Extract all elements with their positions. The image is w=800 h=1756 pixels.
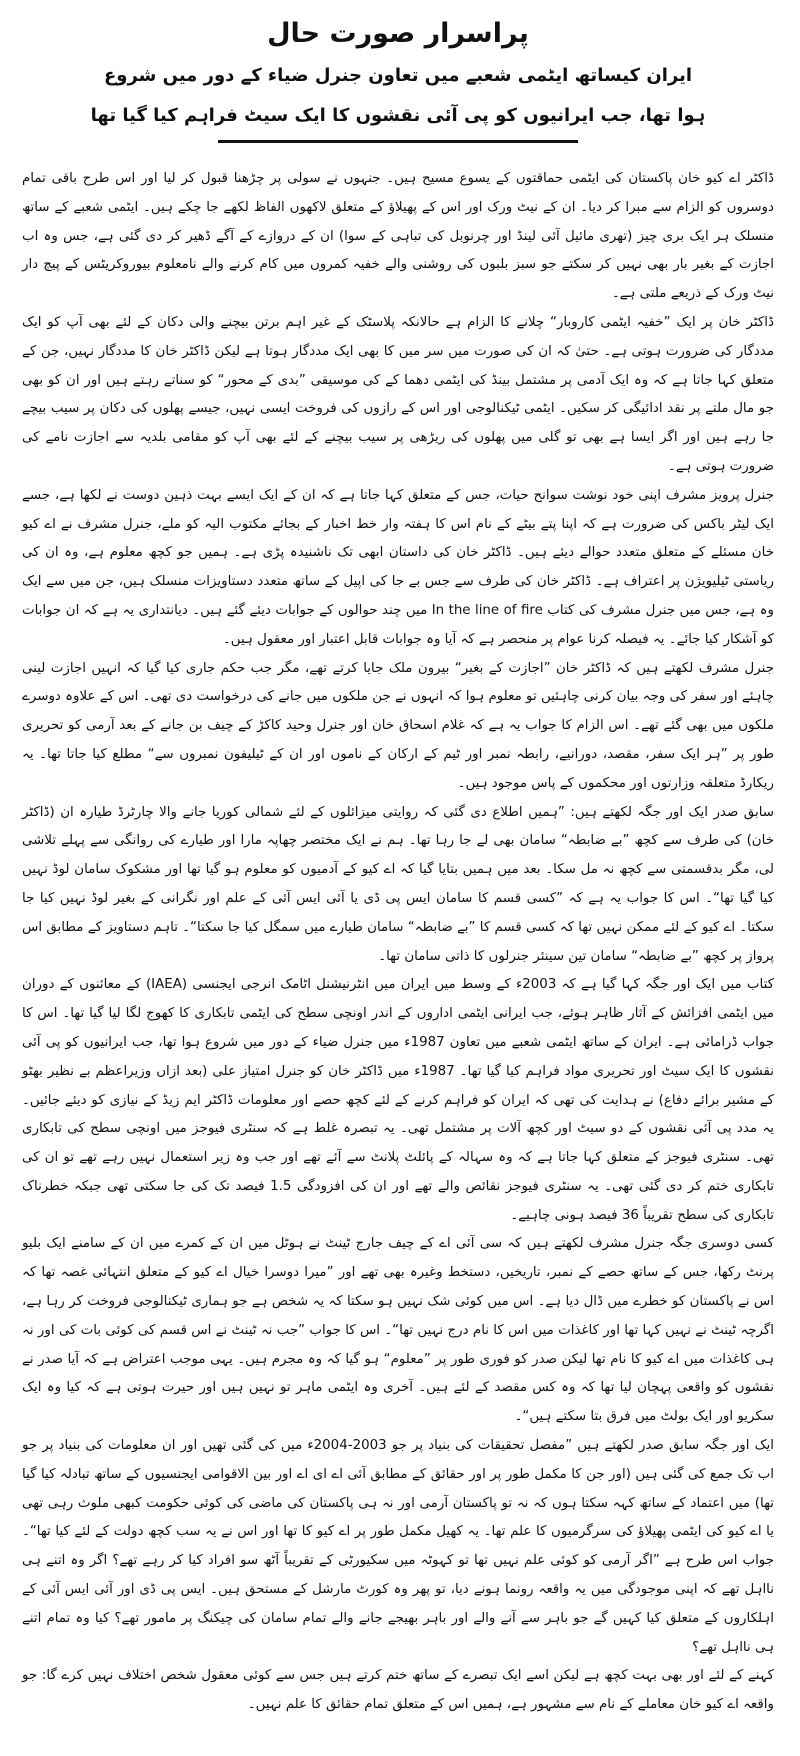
article-body (22, 165, 774, 1720)
article-paragraph: جنرل پرویز مشرف اپنی خود نوشت سوانح حیات، جس کے متعلق کہا جاتا ہے کہ ان کے ایک ایسے بہت ذہین دوست نے لکھا ہے، جسے ایک لیٹر باکس کی ضرورت ہے کہ اپنا پتے بیٹے کے نام اس کا ہفتہ وار خط اخبار کے بجائے مکتوب الیہ کو ملے، جنرل مشرف نے اے کیو خان مسئلے کے متعلق متعدد حوالے دیئے ہیں۔ ڈاکٹر خان کی داستان ابھی تک ناشنیدہ پڑی ہے۔ ہمیں جو کچھ معلوم ہے، وہ ان کی ریاستی ٹیلیویژن پر اعتراف ہے۔ ڈاکٹر خان کی طرف سے جس بے جا کی اپیل کے ساتھ متعدد دستاویزات منسلک ہیں، جن میں سے ایک وہ ہے، جس میں جنرل مشرف کی کتاب In the line of fire میں چند حوالوں کے جوابات دیئے گئے ہیں۔ دیانتداری یہ ہے کہ ان جوابات کو آشکار کیا جائے۔ یہ فیصلہ کرنا عوام پر منحصر ہے کہ آیا وہ جوابات قابل اعتبار اور معقول ہیں۔ (22, 487, 774, 647)
article-paragraph: ایک اور جگہ سابق صدر لکھتے ہیں ”مفصل تحقیقات کی بنیاد پر جو 2003-2004ء میں کی گئی تھیں اور ان معلومات کی بنیاد پر جو اب تک جمع کی گئی ہیں (اور جن کا مکمل طور پر اور حقائق کے مطابق آئی اے ای اے اور بین الاقوامی ایجنسیوں کے ساتھ تبادلہ کیا گیا تھا) میں اعتماد کے ساتھ کہہ سکتا ہوں کہ نہ تو پاکستان آرمی اور نہ ہی پاکستان کی ماضی کی کوئی حکومت کبھی ملوث رہی تھی یا اے کیو کی ایٹمی پھیلاؤ کی سرگرمیوں کا علم تھا۔ یہ کھیل مکمل طور پر اے کیو کا تھا اور اس نے یہ سب کچھ دولت کے لئے کیا تھا“۔ جواب اس طرح ہے ”اگر آرمی کو کوئی علم نہیں تھا تو کہوٹہ میں سکیورٹی کے تقریباً آٹھ سو افراد کیا کر رہے تھے؟ اگر وہ اتنے ہی نااہل تھے کہ اپنی موجودگی میں یہ واقعہ رونما ہونے دیا، تو پھر وہ کورٹ مارشل کے مستحق ہیں۔ ایس پی ڈی اور آئی ایس آئی کے اہلکاروں کے متعلق کیا کہیں گے جو باہر سے آنے والے اور باہر بھیجے جانے والے تمام سامان کی چیکنگ پر مامور تھے؟ کیا وہ تمام اتنے ہی نااہل تھے؟ (22, 1438, 774, 1655)
article-headline: پراسرار صورت حال (267, 18, 529, 49)
headline-rule (218, 140, 578, 143)
article-subhead-line-2: ہوا تھا، جب ایرانیوں کو پی آئی نقشوں کا ایک سیٹ فراہم کیا گیا تھا (90, 105, 706, 126)
article-paragraph: جنرل مشرف لکھتے ہیں کہ ڈاکٹر خان ”اجازت کے بغیر“ بیرون ملک جایا کرتے تھے، مگر جب حکم جاری کیا گیا کہ انہیں اجازت لینی چاہئے اور سفر کی وجہ بیان کرنی چاہئیں تو معلوم ہوا کہ انہوں نے جن ملکوں میں جانے کی درخواست دی تھی۔ اس کے علاوہ دوسرے ملکوں میں بھی گئے تھے۔ اس الزام کا جواب یہ ہے کہ غلام اسحاق خان اور جنرل وحید کاکڑ کے چیف بن جانے کے بعد آرمی کو تحریری طور پر ”ہر ایک سفر، مقصد، دورانیے، رابطہ نمبر اور ٹیم کے ارکان کے ناموں اور ان کے ٹیلیفون نمبروں سے“ مطلع کیا جاتا تھا۔ یہ ریکارڈ متعلقہ وزارتوں اور محکموں کے پاس موجود ہیں۔ (22, 660, 774, 791)
article-paragraph: ڈاکٹر خان پر ایک ”خفیہ ایٹمی کاروبار“ چلانے کا الزام ہے حالانکہ پلاسٹک کے غیر اہم برتن بیچنے والی دکان کے لئے بھی آپ کو ایک مددگار کی ضرورت ہوتی ہے۔ حتیٰ کہ ان کی صورت میں سر میں کا بھی ایک مددگار ہوتا ہے لیکن ڈاکٹر خان کا مددگار نہیں، جن کے متعلق کہا جاتا ہے کہ وہ ایک آدمی پر مشتمل بینڈ کی ایٹمی دھما کے کی موسیقی ”بدی کے محور“ کو سناتے رہتے ہیں اور ان کو بھی جو مال ملتے پر نقد ادائیگی کر سکیں۔ ایٹمی ٹیکنالوجی اور اس کے رازوں کی فروخت ایسی نہیں، جیسے پھلوں کی دکان پر سیب بیچے جا رہے ہیں اور اگر ایسا ہے بھی تو گلی میں پھلوں کی ریڑھی پر سیب بیچنے کے لئے بھی آپ کو مقامی بلدیہ سے اجازت نامے کی ضرورت ہوتی ہے۔ (22, 314, 774, 474)
article-paragraph: کسی دوسری جگہ جنرل مشرف لکھتے ہیں کہ سی آئی اے کے چیف جارج ٹینٹ نے ہوٹل میں ان کے کمرے میں ان کے سامنے ایک بلیو پرنٹ رکھا، جس کے ساتھ حصے کے نمبر، تاریخیں، دستخط وغیرہ بھی تھے اور ”میرا دوسرا خیال اے کیو کے متعلق انتہائی غصہ تھا کہ اس نے پاکستان کو خطرے میں ڈال دیا ہے۔ اس میں کوئی شک نہیں ہو سکتا کہ یہ شخص ہے جو ہماری ٹیکنالوجی فروخت کر رہا ہے، اگرچہ ٹینٹ نے نہیں کہا تھا اور کاغذات میں اس کا نام درج نہیں تھا“۔ اس کا جواب ”جب نہ ٹینٹ نے اس قسم کی کوئی بات کی اور نہ ہی کاغذات میں اے کیو کا نام تھا لیکن صدر کو فوری طور پر ”معلوم“ ہو گیا کہ وہ مجرم ہیں۔ یہی موجب اعتراض ہے کہ آیا صدر نے نقشوں کو واقعی پہچان لیا تھا کہ وہ کس مقصد کے لئے ہیں۔ آخری وہ ایٹمی ماہر تو نہیں ہیں اور حیرت ہوتی ہے کہ کیا وہ ایک سکریو اور ایک بولٹ میں فرق بتا سکتے ہیں“۔ (22, 1236, 774, 1425)
article-paragraph: کتاب میں ایک اور جگہ کہا گیا ہے کہ 2003ء کے وسط میں ایران میں انٹرنیشنل اٹامک انرجی ایجنسی (IAEA) کے معائنوں کے دوران میں ایٹمی افزائش کے آثار ظاہر ہوئے، جب ایرانی ایٹمی اداروں کے اندر اونچی سطح کی ایٹمی تابکاری کا کھوج لگا لیا گیا تھا۔ اس کا جواب ڈرامائی ہے۔ ایران کے ساتھ ایٹمی شعبے میں تعاون 1987ء میں جنرل ضیاء کے دور میں شروع ہوا تھا، جب ایرانیوں کو پی آئی نقشوں کا ایک سیٹ اور تحریری مواد فراہم کیا گیا تھا۔ 1987ء میں ڈاکٹر خان کو جنرل امتیاز علی (بعد ازاں وزیراعظم بے نظیر بھٹو کے مشیر برائے دفاع) نے ہدایت کی تھی کہ ایران کو فراہم کرنے کے لئے کچھ حصے اور معلومات ڈاکٹر ایم زیڈ کے نیازی کو دیئے جائیں۔ یہ مدد پی آئی نقشوں کے دو سیٹ اور کچھ آلات پر مشتمل تھی۔ یہ تبصرہ غلط ہے کہ سنٹری فیوجز میں اونچی سطح کی تابکاری تھی۔ سنٹری فیوجز کے متعلق کہا جاتا ہے کہ وہ سہالہ کے پائلٹ پلانٹ سے آئے تھے اور جب وہ زیر استعمال نہیں رہے تھے تو ان کی تابکاری ختم کر دی گئی تھی۔ یہ سنٹری فیوجز نقائص والے تھے اور ان کی افزودگی 1.5 فیصد تک کی جا سکتی تھی جبکہ خطرناک تابکاری کی سطح تقریباً 36 فیصد ہونی چاہیے۔ (22, 977, 774, 1223)
article-paragraph: سابق صدر ایک اور جگہ لکھتے ہیں: ”ہمیں اطلاع دی گئی کہ روایتی میزائلوں کے لئے شمالی کوریا جانے والا چارٹرڈ طیارہ ان (ڈاکٹر خان) کی طرف سے کچھ ”بے ضابطہ“ سامان بھی لے جا رہا تھا۔ ہم نے ایک مختصر چھاپہ مارا اور طیارے کی روانگی سے پہلے تلاشی لی، مگر بدقسمتی سے کچھ نہ مل سکا۔ بعد میں ہمیں بتایا گیا کہ اے کیو کے آدمیوں کو معلوم ہو گیا تھا اور مشکوک سامان لوڈ نہیں کیا گیا تھا“۔ اس کا جواب یہ ہے کہ ”کسی قسم کا سامان ایس پی ڈی یا آئی ایس آئی کے علم اور نگرانی کے بغیر لوڈ نہیں کیا جا سکتا۔ اے کیو کے لئے ممکن نہیں تھا کہ کسی قسم کا ”بے ضابطہ“ سامان طیارے میں سمگل کیا جا سکتا“۔ تاہم دستاویز کے مطابق اس پرواز پر کچھ ”بے ضابطہ“ سامان تین سینئر جنرلوں کا ذاتی سامان تھا۔ (22, 804, 774, 964)
article-subhead-line-1: ایران کیساتھ ایٹمی شعبے میں تعاون جنرل ضیاء کے دور میں شروع (103, 65, 693, 86)
article-paragraph: ڈاکٹر اے کیو خان پاکستان کی ایٹمی حماقتوں کے یسوع مسیح ہیں۔ جنہوں نے سولی پر چڑھنا قبول کر لیا اور اس طرح باقی تمام دوسروں کو الزام سے مبرا کر دیا۔ ان کے نیٹ ورک اور اس کے پھیلاؤ کے متعلق لاکھوں الفاظ لکھے جا چکے ہیں۔ ایٹمی شعبے کے ساتھ منسلک ہر ایک بری چیز (تھری مائیل آئی لینڈ اور چرنوبل کی تباہی کے سوا) ان کے دروازے کے آگے ڈھیر کر دی گئی ہے، جس وہ اب اجازت کے بغیر بار بھی نہیں کر سکتے جو سبز بلبوں کی روشنی والے خفیہ کمروں میں کام کرنے والے نامعلوم بیوروکریٹس کے پیچ دار نیٹ ورک کے ذریعے ملتی ہے۔ (22, 171, 774, 302)
article-paragraph: کہنے کے لئے اور بھی بہت کچھ ہے لیکن اسے ایک تبصرے کے ساتھ ختم کرتے ہیں جس سے کوئی معقول شخص اختلاف نہیں کرے گا: جو واقعہ اے کیو خان معاملے کے نام سے مشہور ہے، ہمیں اس کے متعلق تمام حقائق کا علم نہیں۔ (22, 1668, 774, 1713)
